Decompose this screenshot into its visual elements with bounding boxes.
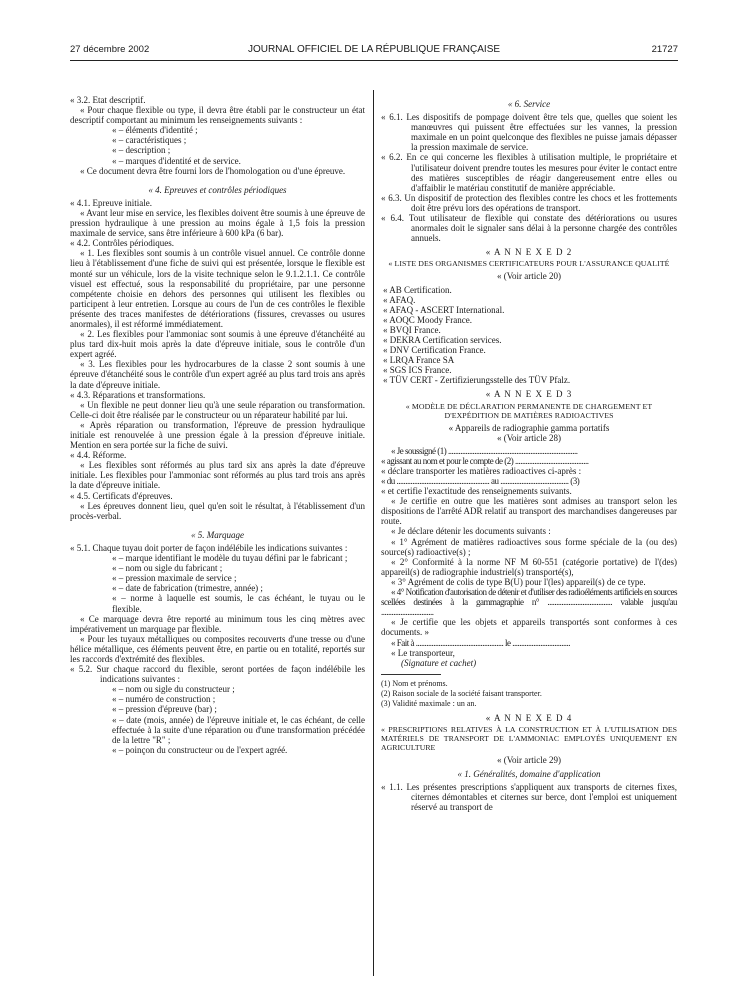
section-title: « 6. Service <box>507 99 551 109</box>
list-item: « TÜV CERT - Zertifizierungsstelle des TÜV Pfalz. <box>383 375 571 386</box>
form-line: « Fait à .................................................. le ................................. <box>391 637 570 648</box>
paragraph: « 5.2. Sur chaque raccord du flexible, seront portées de façon indélébile les indications suivantes : <box>70 664 365 685</box>
form-line: « Je soussigné (1) .......................................................................... <box>391 445 578 456</box>
column-divider <box>373 90 374 976</box>
paragraph: « 1° Agrément de matières radioactives sous forme spéciale de la (ou des) source(s) radioactive(s) ; <box>381 536 677 557</box>
list-item: « – description ; <box>112 145 171 156</box>
paragraph: « 6.3. Un dispositif de protection des flexibles contre les chocs et les frottements doit être prévu lors des opérations de transport. <box>381 192 677 213</box>
paragraph: « 1.1. Les présentes prescriptions s'appliquent aux transports de citernes fixes, citernes démontables et citernes sur berce, dont l'emploi est uniquement réservé au transport de <box>381 782 677 813</box>
paragraph: « 6.1. Les dispositifs de pompage doivent être tels que, quelles que soient les manœuvres qui puissent être effectuées sur les vannes, la pression maximale en un point quelconque des flexibles ne puisse jamais dépasser la pression maximale de service. <box>381 112 677 153</box>
list-item: « DNV Certification France. <box>383 345 486 356</box>
list-item: « – marque identifiant le modèle du tuyau défini par le fabricant ; <box>112 553 348 564</box>
paragraph: « Pour les tuyaux métalliques ou composites recouverts d'une tresse ou d'une hélice métallique, ces éléments peuvent être, en partie ou en totalité, reportés sur les raccords d'extrémité des flexibles. <box>70 633 365 664</box>
article-reference: « (Voir article 28) <box>496 432 562 443</box>
footnote: (2) Raison sociale de la société faisant transporter. <box>381 688 542 698</box>
list-item: « – pression d'épreuve (bar) ; <box>112 704 217 715</box>
paragraph: « 6.2. En ce qui concerne les flexibles à utilisation multiple, le propriétaire et l'utilisateur doivent prendre toutes les mesures pour éviter le contact entre des matières susceptibles de réagir dangereusement entre elles ou d'affaiblir le matériau constitutif de manière appréciable. <box>381 152 677 193</box>
annex-subtitle: « Appareils de radiographie gamma portatifs <box>448 422 610 433</box>
footnote-rule <box>381 674 441 675</box>
paragraph: « Je certifie en outre que les matières sont admises au transport selon les dispositions de l'arrêté ADR relatif au transport des marchandises dangereuses par route. <box>381 496 677 527</box>
list-item: « – marques d'identité et de service. <box>112 155 241 166</box>
paragraph: « Pour chaque flexible ou type, il devra être établi par le constructeur un état descriptif comportant au minimum les renseignements suivants : <box>70 105 365 126</box>
list-item: « SGS ICS France. <box>383 365 452 376</box>
list-item: « AOQC Moody France. <box>383 314 472 325</box>
section-heading: « 4.4. Réforme. <box>70 450 127 461</box>
section-heading: « 4.3. Réparations et transformations. <box>70 389 206 400</box>
list-item: « BVQI France. <box>383 324 441 335</box>
list-item: « – poinçon du constructeur ou de l'expert agréé. <box>112 744 288 755</box>
list-item: « DEKRA Certification services. <box>383 334 502 345</box>
annex-subtitle: « PRESCRIPTIONS RELATIVES À LA CONSTRUCTION ET À L'UTILISATION DES MATÉRIELS DE TRANSPORT DE L'AMMONIAC EMPLOYÉS UNIQUEMENT EN AGRICULTURE <box>381 724 677 752</box>
annex-subtitle: « MODÈLE DE DÉCLARATION PERMANENTE DE CHARGEMENT ET D'EXPÉDITION DE MATIÈRES RADIOACTIVES <box>405 401 653 420</box>
section-title: « 1. Généralités, domaine d'application <box>457 768 601 779</box>
list-item: « – date (mois, année) de l'épreuve initiale et, le cas échéant, de celle effectuée à la suite d'une réparation ou d'une transformation précédée de la lettre "R" ; <box>112 714 365 745</box>
page-header <box>70 44 678 58</box>
paragraph: « Les flexibles sont réformés au plus tard six ans après la date d'épreuve initiale. Les flexibles pour l'ammoniac sont réformés au plus tard trois ans après la date d'épreuve initiale. <box>70 460 365 491</box>
section-title: « 5. Marquage <box>191 529 244 540</box>
list-item: « AFAQ. <box>383 294 416 305</box>
paragraph: « Ce marquage devra être reporté au minimum tous les cinq mètres avec impérativement un marquage par flexible. <box>70 613 365 634</box>
annex-title: « A N N E X E D 2 <box>485 247 573 258</box>
left-column <box>70 95 365 755</box>
paragraph: « 3° Agrément de colis de type B(U) pour l'(les) appareil(s) de ce type. <box>391 576 646 587</box>
list-item: « – norme à laquelle est soumis, le cas échéant, le tuyau ou le flexible. <box>112 593 365 614</box>
header-page-number: 21727 <box>651 44 678 55</box>
paragraph: « Après réparation ou transformation, l'épreuve de pression hydraulique initiale est renouvelée à une pression égale à la pression d'épreuve initiale. Mention en sera portée sur la fiche de suivi. <box>70 419 365 451</box>
list-item: « LRQA France SA <box>383 355 455 366</box>
section-heading: « 4.1. Epreuve initiale. <box>70 197 152 208</box>
list-item: « AFAQ - ASCERT International. <box>383 304 505 315</box>
header-rule <box>70 60 678 61</box>
paragraph: « 6.4. Tout utilisateur de flexible qui constate des détériorations ou usures anormales doit le signaler sans délai à la personne chargée des contrôles annuels. <box>381 213 677 244</box>
list-item: « – numéro de construction ; <box>112 694 216 705</box>
paragraph: « 4° Notification d'autorisation de détenir et d'utiliser des radioéléments artificiels en sources scellées destinées à la gammagraphie n° ..................................... valable jusqu'au .............................. <box>381 587 677 618</box>
right-column <box>381 95 677 812</box>
header-date: 27 décembre 2002 <box>70 44 150 55</box>
form-line: « agissant au nom et pour le compte de (2) .......................................... <box>381 455 589 466</box>
paragraph: « 2. Les flexibles pour l'ammoniac sont soumis à une épreuve d'étanchéité au plus tard dix-huit mois après la date d'épreuve initiale, sous le contrôle d'un expert agréé. <box>70 329 365 360</box>
section-heading: « 4.2. Contrôles périodiques. <box>70 238 174 249</box>
list-item: « – date de fabrication (trimestre, année) ; <box>112 583 263 594</box>
signature-note: (Signature et cachet) <box>401 657 477 668</box>
paragraph: « 5.1. Chaque tuyau doit porter de façon indélébile les indications suivantes : <box>70 542 348 553</box>
list-item: « – caractéristiques ; <box>112 135 187 146</box>
paragraph: « Ce document devra être fourni lors de l'homologation ou d'une épreuve. <box>80 165 346 176</box>
paragraph: « Je déclare détenir les documents suivants : <box>391 526 551 537</box>
article-reference: « (Voir article 29) <box>496 754 562 765</box>
footnote: (1) Nom et prénoms. <box>381 678 448 688</box>
paragraph: « Avant leur mise en service, les flexibles doivent être soumis à une épreuve de pression hydraulique à une pression au moins égale à 1,5 fois la pression maximale de service, sans être inférieure à 600 kPa (6 bar). <box>70 207 365 239</box>
form-line: « et certifie l'exactitude des renseignements suivants. <box>381 486 572 497</box>
annex-title: « A N N E X E D 3 <box>485 389 573 400</box>
annex-subtitle: « LISTE DES ORGANISMES CERTIFICATEURS POUR L'ASSURANCE QUALITÉ <box>388 259 670 269</box>
annex-title: « A N N E X E D 4 <box>485 712 573 723</box>
paragraph: « 3. Les flexibles pour les hydrocarbures de la classe 2 sont soumis à une épreuve d'étanchéité sous le contrôle d'un expert agréé au plus tard trois ans après la date d'épreuve initiale. <box>70 359 365 390</box>
form-line: « du ..................................................... au ....................................... (3) <box>381 476 580 486</box>
paragraph: « Un flexible ne peut donner lieu qu'à une seule réparation ou transformation. Celle-ci doit être réalisée par le constructeur ou un réparateur habilité par lui. <box>70 399 365 420</box>
paragraph: « 1. Les flexibles sont soumis à un contrôle visuel annuel. Ce contrôle donne lieu à l'établissement d'une fiche de suivi qui est présentée, lorsque le flexible est monté sur un véhicule, lors de la visite technique selon le 9.1.2.1.1. Ce contrôle visuel est effectué, sous la responsabilité du propriétaire, par une personne compétente choisie en dehors des personnes qui utilisent les flexibles ou participent à leur entretien. Lorsque au cours de l'un de ces contrôles le flexible présente des traces manifestes de détériorations (fissures, crevasses ou usures anormales), il est réformé immédiatement. <box>70 248 365 329</box>
list-item: « – pression maximale de service ; <box>112 573 237 584</box>
section-title: « 4. Epreuves et contrôles périodiques <box>148 184 287 195</box>
form-line: « déclare transporter les matières radioactives ci-après : <box>381 465 582 476</box>
list-item: « – nom ou sigle du constructeur ; <box>112 684 235 695</box>
signature-label: « Le transporteur, <box>391 647 455 658</box>
paragraph: « 2° Conformité à la norme NF M 60-551 (catégorie portative) de l'(des) appareil(s) de radiographie industriel(s) transporté(s), <box>381 556 677 577</box>
list-item: « AB Certification. <box>383 284 452 295</box>
section-heading: « 4.5. Certificats d'épreuves. <box>70 490 173 501</box>
list-item: « – éléments d'identité ; <box>112 125 198 136</box>
footnote: (3) Validité maximale : un an. <box>381 698 477 708</box>
header-title: JOURNAL OFFICIEL DE LA RÉPUBLIQUE FRANÇAISE <box>247 44 501 55</box>
paragraph: « Les épreuves donnent lieu, quel qu'en soit le résultat, à l'établissement d'un procès-verbal. <box>70 500 365 521</box>
section-heading: « 3.2. Etat descriptif. <box>70 95 146 105</box>
list-item: « – nom ou sigle du fabricant ; <box>112 563 223 574</box>
paragraph: « Je certifie que les objets et appareils transportés sont conformes à ces documents. » <box>381 617 677 638</box>
article-reference: « (Voir article 20) <box>496 271 562 282</box>
